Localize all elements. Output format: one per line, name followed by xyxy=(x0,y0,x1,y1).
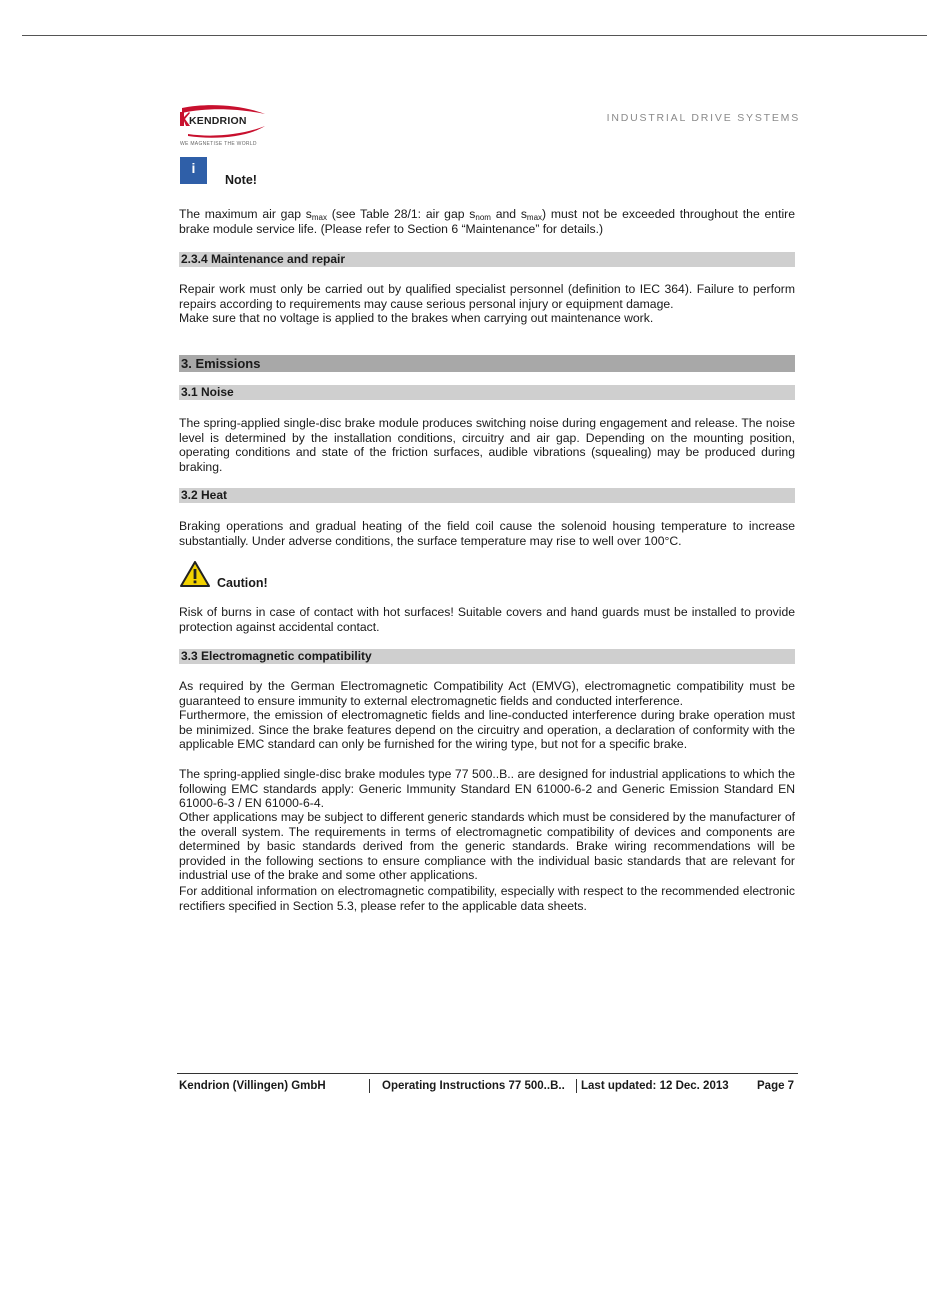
footer-separator xyxy=(576,1079,577,1093)
emc-paragraph-5: For additional information on electromagnetic compatibility, especially with respect to the recommended electronic rectifiers specified in Section 5.3, please refer to the applicable data sheets. xyxy=(179,884,795,913)
note-label: Note! xyxy=(225,173,257,187)
maintenance-paragraph-2: Make sure that no voltage is applied to the brakes when carrying out maintenance work. xyxy=(179,311,654,325)
section-heading-3-1: 3.1 Noise xyxy=(179,385,795,400)
emc-paragraph-1: As required by the German Electromagnetic Compatibility Act (EMVG), electromagnetic compatibility must be guaranteed to ensure immunity to external electromagnetic fields and conducted interference. xyxy=(179,679,795,708)
info-icon: i xyxy=(180,157,207,184)
maintenance-paragraph-1: Repair work must only be carried out by qualified specialist personnel (definition to IEC 364). Failure to perform repairs according to requirements may cause serious personal injury or equipment damage. xyxy=(179,282,795,311)
footer-separator xyxy=(369,1079,370,1093)
caution-label: Caution! xyxy=(217,576,268,590)
logo-text: KENDRION xyxy=(189,115,247,127)
section-heading-3: 3. Emissions xyxy=(179,355,795,372)
footer-page-number: Page 7 xyxy=(757,1080,795,1092)
caution-text: Risk of burns in case of contact with hot surfaces! Suitable covers and hand guards must be installed to provide protection against accidental contact. xyxy=(179,605,795,634)
emc-paragraph-2: Furthermore, the emission of electromagnetic fields and line-conducted interference during brake operation must be minimized. Since the brake features depend on the circuitry and operation, a declaration of conformity with the applicable EMC standard can only be furnished for the wiring type, but not for a specific brake. xyxy=(179,708,795,752)
note-text: The maximum air gap $s_{max}$ (see Table 28/1: air gap $s_{nom}$ and $s_{max}$) must not be exceeded throughout the entire brake module service life. (Please refer to Section 6 “Maintenance” for details.) xyxy=(179,207,795,236)
footer-rule xyxy=(177,1073,798,1074)
section-heading-3-3: 3.3 Electromagnetic compatibility xyxy=(179,649,795,664)
footer-updated: Last updated: 12 Dec. 2013 xyxy=(581,1080,729,1092)
logo-tagline: WE MAGNETISE THE WORLD xyxy=(180,141,257,147)
footer-document: Operating Instructions 77 500..B.. xyxy=(382,1080,565,1092)
emc-paragraph-3: The spring-applied single-disc brake modules type 77 500..B.. are designed for industrial applications to which the following EMC standards apply: Generic Immunity Standard EN 61000-6-2 and Generic Emission Standard EN 61000-6-3 / EN 61000-6-4. xyxy=(179,767,795,811)
heat-paragraph: Braking operations and gradual heating of the field coil cause the solenoid housing temperature to increase substantially. Under adverse conditions, the surface temperature may rise to well over 100°C. xyxy=(179,519,795,548)
section-heading-3-2: 3.2 Heat xyxy=(179,488,795,503)
noise-paragraph: The spring-applied single-disc brake module produces switching noise during engagement and release. The noise level is determined by the installation conditions, circuitry and air gap. Depending on the mounting position, operating conditions and state of the friction surfaces, audible vibrations (squealing) may be produced during braking. xyxy=(179,416,795,474)
section-heading-2-3-4: 2.3.4 Maintenance and repair xyxy=(179,252,795,267)
division-name: INDUSTRIAL DRIVE SYSTEMS xyxy=(606,112,800,124)
caution-warning-icon xyxy=(180,561,210,587)
top-rule xyxy=(22,35,927,36)
kendrion-logo xyxy=(180,104,270,148)
emc-paragraph-4: Other applications may be subject to different generic standards which must be considered by the manufacturer of the overall system. The requirements in terms of electromagnetic compatibility of devices and components are determined by basic standards derived from the generic standards. Brake wiring recommendations will be provided in the following sections to ensure compliance with the individual basic standards that are relevant for industrial use of the brake and some other applications. xyxy=(179,810,795,883)
footer-company: Kendrion (Villingen) GmbH xyxy=(179,1080,326,1092)
